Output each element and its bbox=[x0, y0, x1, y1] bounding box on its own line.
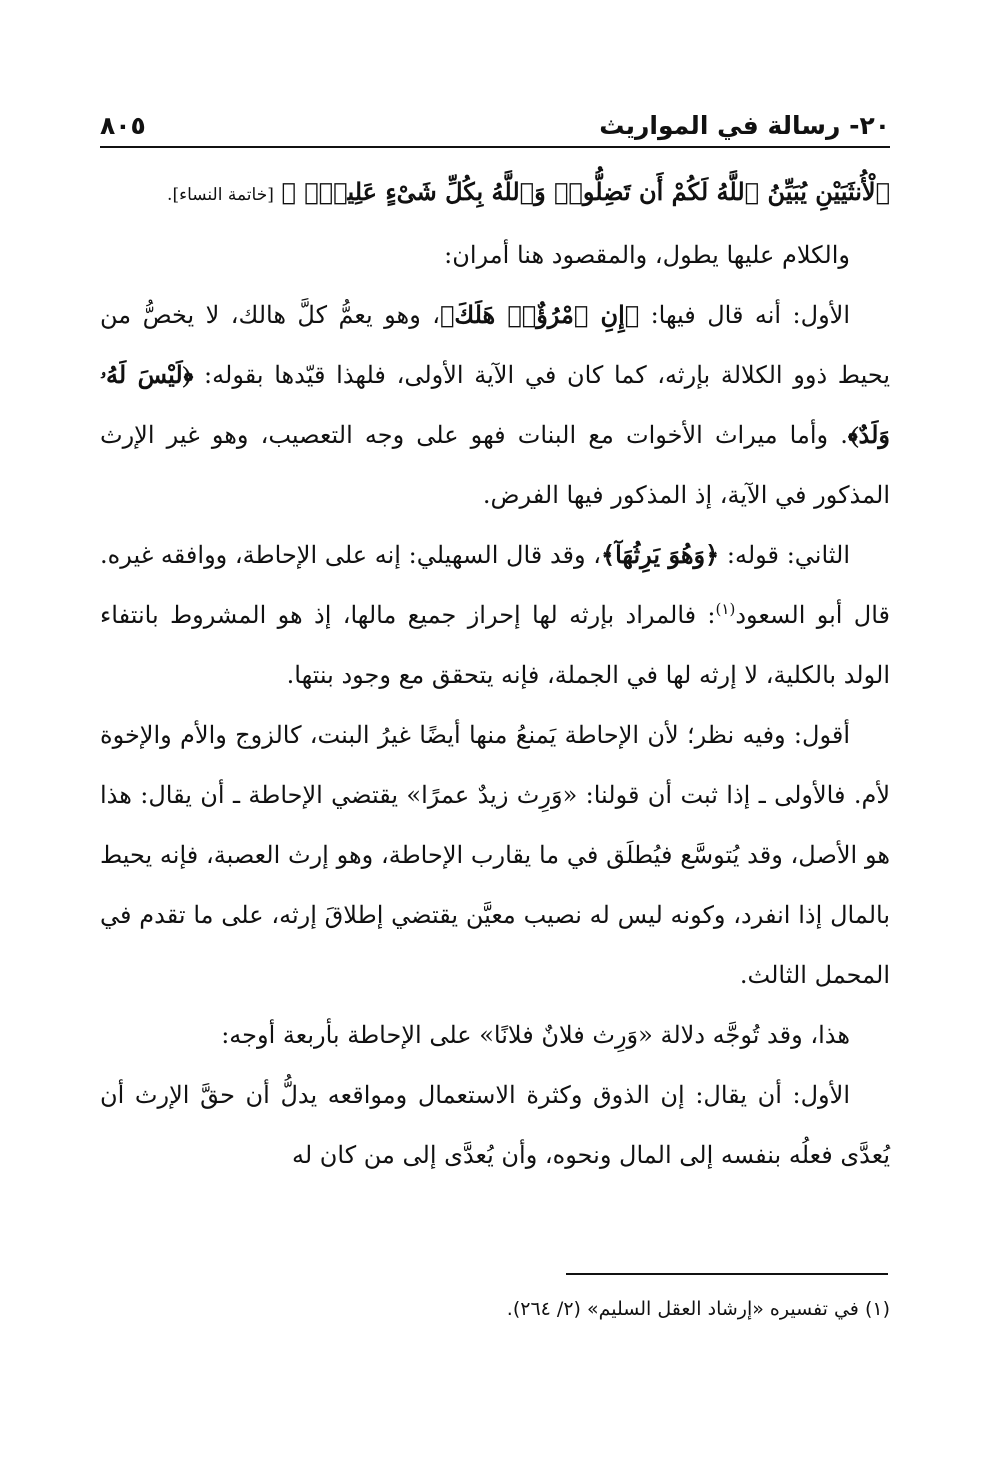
paragraph-2-c: . وأما ميراث الأخوات مع البنات فهو على وجه التعصيب، وهو غير الإرث المذكور في الآية، إذ المذكور فيها الفرض. bbox=[100, 421, 890, 509]
quran-quote-3: ﴿وَهُوَ يَرِثُهَآ﴾ bbox=[601, 540, 720, 569]
footnote-rule bbox=[566, 1273, 888, 1275]
footnote-marker: (١) bbox=[715, 600, 736, 618]
footnote bbox=[100, 1293, 890, 1325]
paragraph-5: هذا، وقد تُوجَّه دلالة «وَرِث فلانٌ فلانًا» على الإحاطة بأربعة أوجه: bbox=[221, 1021, 850, 1049]
verse-continuation bbox=[100, 162, 890, 225]
footnote-number: (١) bbox=[864, 1298, 890, 1320]
paragraph-1: والكلام عليها يطول، والمقصود هنا أمران: bbox=[444, 241, 850, 269]
paragraph-4: أقول: وفيه نظر؛ لأن الإحاطة يَمنعُ منها أيضًا غيرُ البنت، كالزوج والأم والإخوة لأم. فالأولى ـ إذا ثبت أن قولنا: «وَرِث زيدٌ عمرًا» يقتضي الإحاطة ـ أن يقال: هذا هو الأصل، وقد يُتوسَّع فيُطلَق في ما يقارب الإحاطة، وهو إرث العصبة، فإنه يحيط بالمال إذا انفرد، وكونه ليس له نصيب معيَّن يقتضي إطلاقَ إرثه، على ما تقدم في المحمل الثالث. bbox=[100, 721, 891, 989]
paragraph-3-a: الثاني: قوله: bbox=[719, 541, 850, 569]
paragraph-6: الأول: أن يقال: إن الذوق وكثرة الاستعمال ومواقعه يدلُّ أن حقَّ الإرث أن يُعدَّى فعلُه بنفسه إلى المال ونحوه، وأن يُعدَّى إلى من كان له bbox=[100, 1081, 890, 1169]
header-rule bbox=[100, 146, 890, 148]
page-number: ٨٠٥ bbox=[100, 111, 146, 140]
running-title: ٢٠- رسالة في المواريث bbox=[599, 111, 890, 140]
quran-quote-2: ﴿لَيْسَ لَهُۥ وَلَدٌ﴾ bbox=[100, 360, 890, 449]
paragraph-2-b: ، وهو يعمُّ كلَّ هالك، لا يخصُّ من يحيط ذوو الكلالة بإرثه، كما كان في الآية الأولى، فلهذا قيّدها بقوله: bbox=[100, 301, 891, 389]
paragraph-3 bbox=[100, 525, 890, 705]
paragraph-2-a: الأول: أنه قال فيها: bbox=[639, 301, 851, 329]
quran-verse: ٱلْأُنثَيَيْنِ يُبَيِّنُ ٱللَّهُ لَكُمْ أَن تَضِلُّوا۟ وَٱللَّهُ بِكُلِّ شَىْءٍ عَلِيمٌۢ ﴾ bbox=[281, 177, 890, 206]
paragraph-2 bbox=[100, 285, 890, 525]
main-text bbox=[100, 162, 890, 1185]
paragraph-3-b: ، وقد قال السهيلي: إنه على الإحاطة، ووافقه غيره. قال أبو السعود bbox=[100, 541, 891, 629]
quran-quote-1: ﴿إِنِ ٱمْرُؤٌا۟ هَلَكَ﴾ bbox=[439, 300, 640, 329]
footnote-text: في تفسيره «إرشاد العقل السليم» (٢/ ٢٦٤). bbox=[506, 1298, 859, 1320]
verse-reference: [خاتمة النساء]. bbox=[167, 185, 274, 205]
paragraph-3-c: : فالمراد بإرثه لها إحراز جميع مالها، إذ هو المشروط بانتفاء الولد بالكلية، لا إرثه لها في الجملة، فإنه يتحقق مع وجود بنتها. bbox=[100, 601, 890, 689]
page-header bbox=[100, 108, 890, 148]
